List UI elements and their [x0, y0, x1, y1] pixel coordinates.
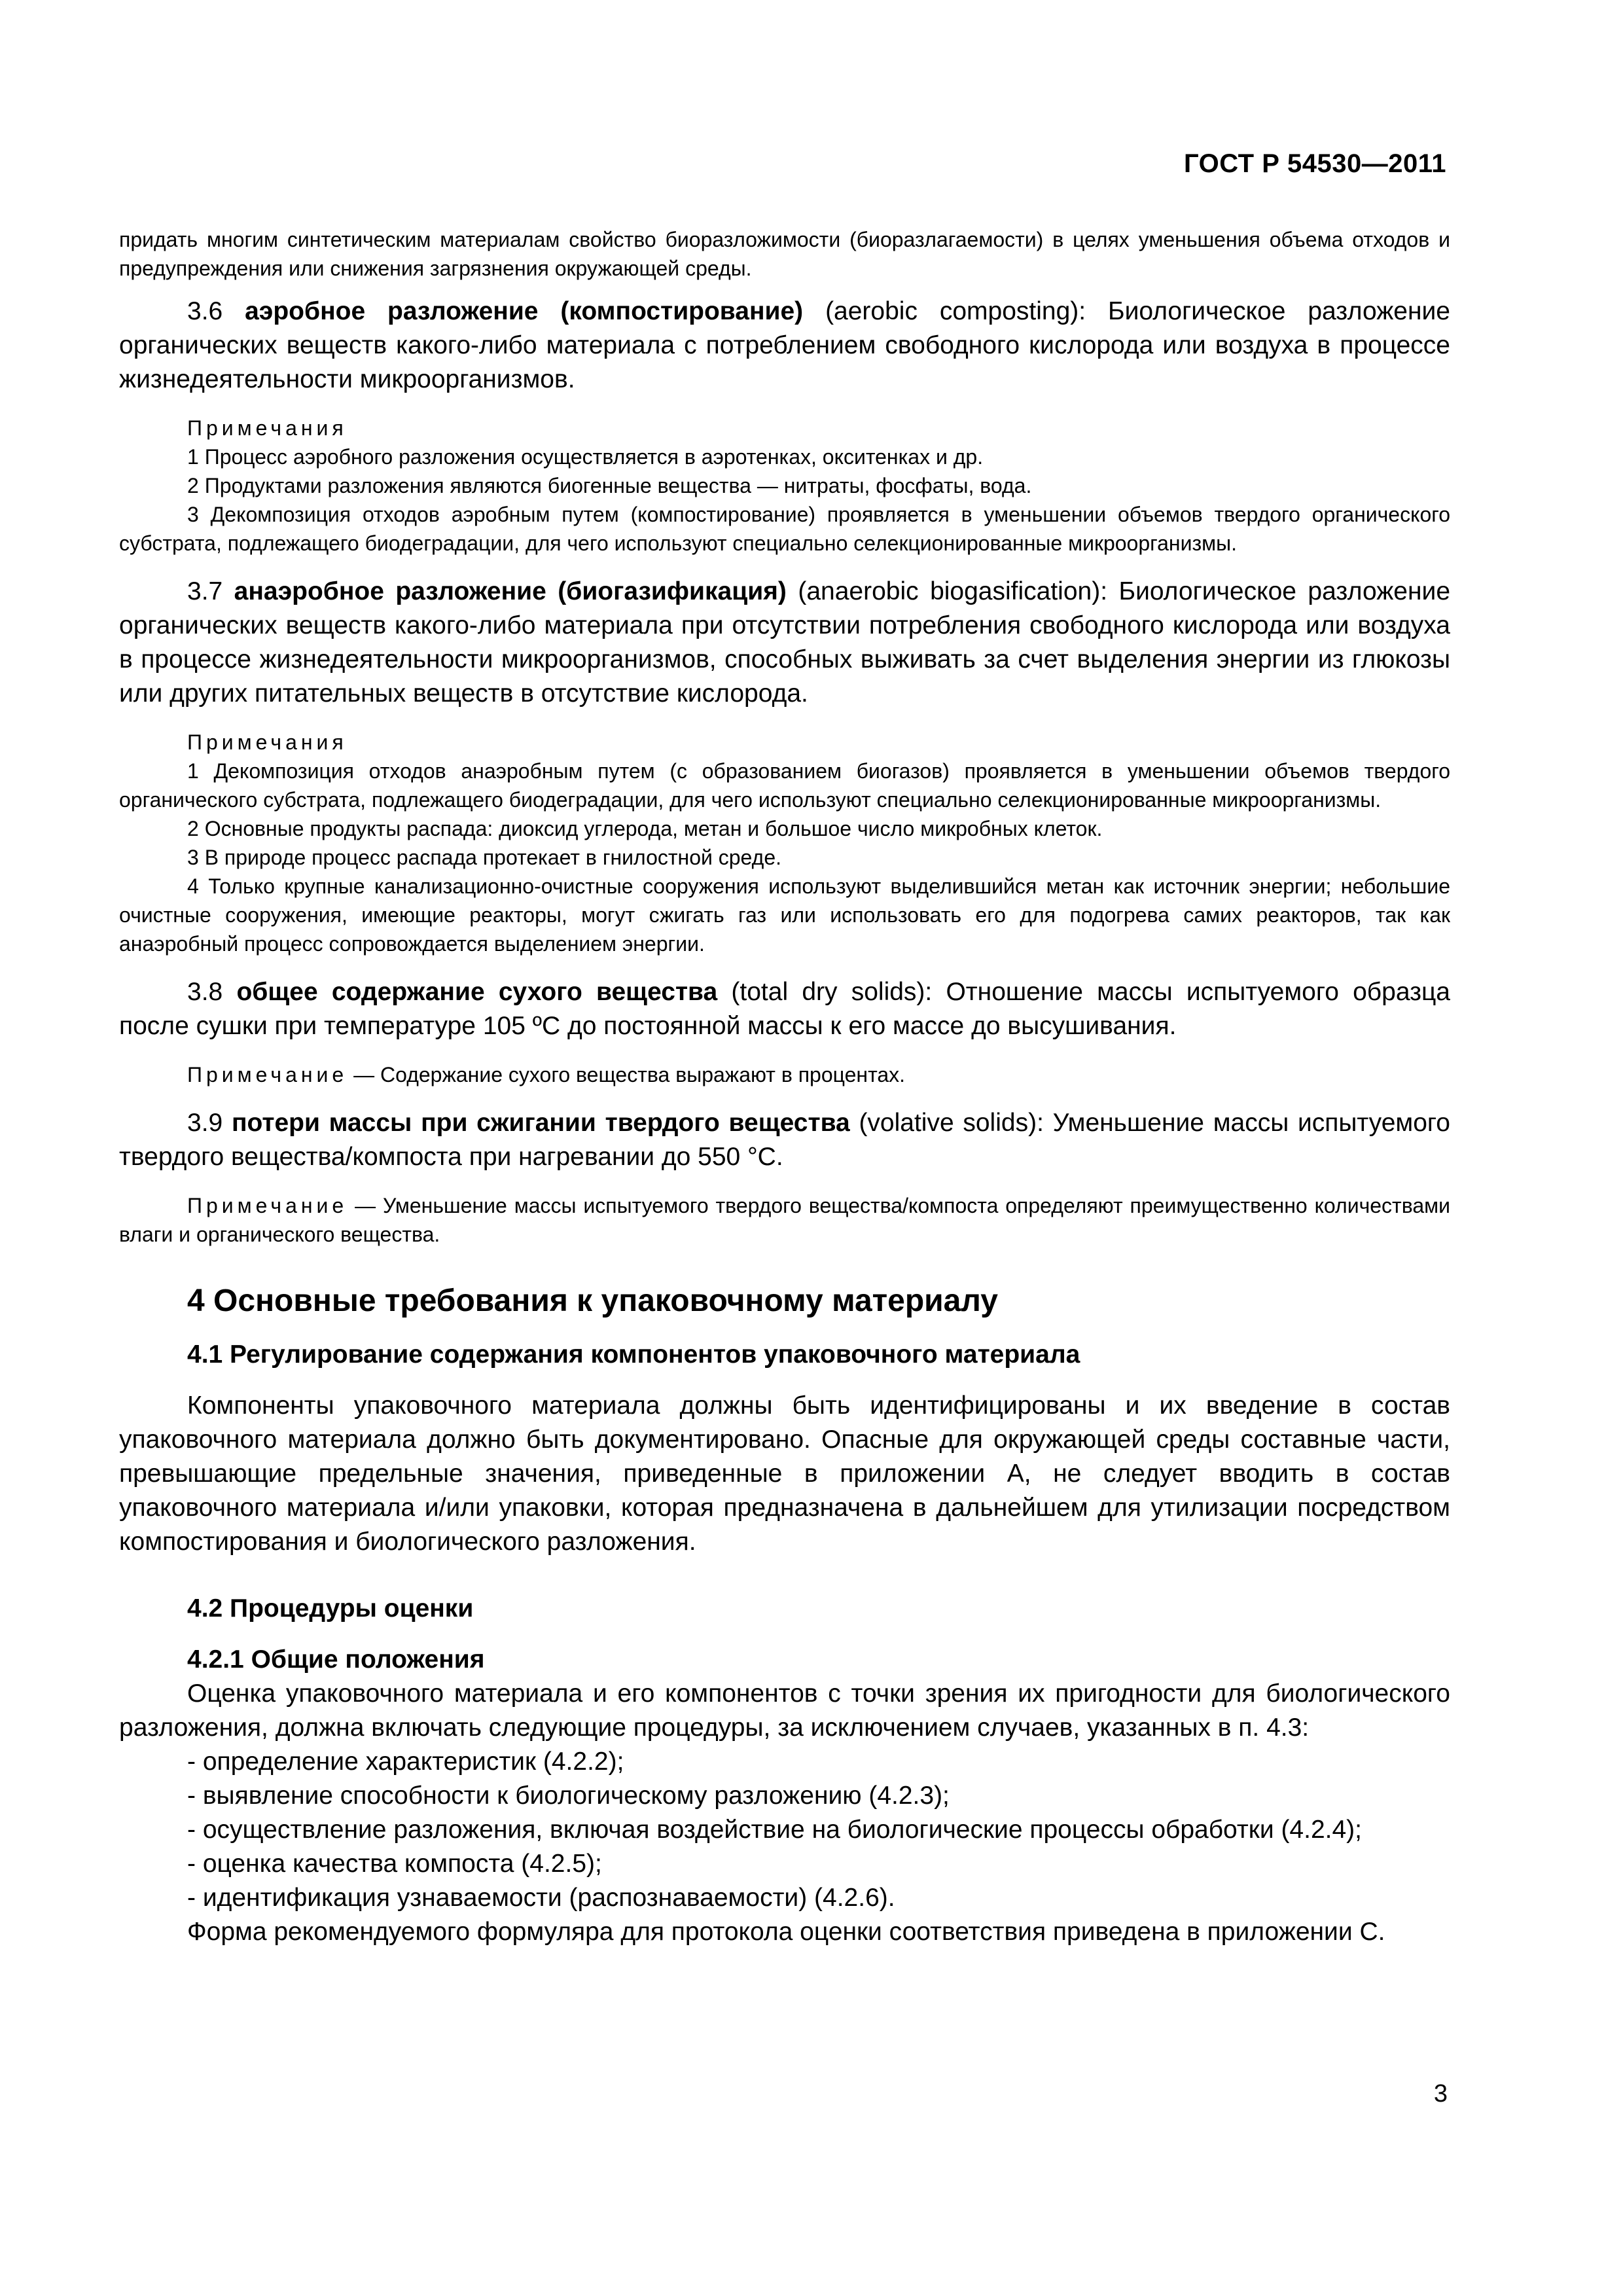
note-text: — Уменьшение массы испытуемого твердого вещества/компоста определяют преимущественно количествами влаги и органического вещества.	[119, 1194, 1451, 1246]
subsection-4-1-text: Компоненты упаковочного материала должны быть идентифицированы и их введение в состав упаковочного материала должно быть документировано. Опасные для окружающей среды составные части, превышающие предельные значения, приведенные в приложении А, не следует вводить в состав упаковочного материала и/или упаковки, которая предназначена в дальнейшем для утилизации посредством компостирования и биологического разложения.	[119, 1391, 1450, 1556]
note-item: 2 Продуктами разложения являются биогенные вещества — нитраты, фосфаты, вода.	[187, 474, 1032, 497]
term-title: аэробное разложение (компостирование)	[245, 297, 804, 325]
subsection-4-2-1-closing: Форма рекомендуемого формуляра для протокола оценки соответствия приведена в приложении С.	[187, 1918, 1385, 1946]
procedure-item: - оценка качества компоста (4.2.5);	[187, 1850, 602, 1878]
term-definition: (volative solids): Уменьшение массы испытуемого твердого вещества/компоста при нагревании до 550 °С.	[119, 1109, 1450, 1171]
standard-header: ГОСТ Р 54530—2011	[1184, 149, 1446, 178]
term-definition: (total dry solids): Отношение массы испытуемого образца после сушки при температуре 105 ºС до постоянной массы к его массе до высушивания.	[119, 978, 1450, 1040]
subsection-4-2-1-text: Оценка упаковочного материала и его компонентов с точки зрения их пригодности для биологического разложения, должна включать следующие процедуры, за исключением случаев, указанных в п. 4.3:	[119, 1679, 1450, 1742]
term-3-9	[119, 1106, 1450, 1174]
subsection-4-2-heading: 4.2 Процедуры оценки	[187, 1594, 474, 1623]
page-content	[119, 225, 1450, 1949]
term-number: 3.6	[187, 297, 223, 325]
term-number: 3.7	[187, 577, 223, 605]
subsection-4-2-1-heading: 4.2.1 Общие положения	[187, 1645, 485, 1674]
note-label: Примечание	[187, 1194, 348, 1217]
note-item: 1 Процесс аэробного разложения осуществляется в аэротенках, окситенках и др.	[187, 445, 984, 469]
note-item: 3 Декомпозиция отходов аэробным путем (компостирование) проявляется в уменьшении объемов твердого органического субстрата, подлежащего биодеградации, для чего используют специально селекционированные микроорганизмы.	[119, 503, 1450, 555]
term-number: 3.8	[187, 978, 223, 1006]
note-item: 3 В природе процесс распада протекает в гнилостной среде.	[187, 846, 781, 869]
single-note	[119, 1060, 1450, 1089]
page-number: 3	[1433, 2080, 1448, 2108]
term-3-6	[119, 295, 1450, 397]
term-number: 3.9	[187, 1109, 223, 1137]
note-item: 2 Основные продукты распада: диоксид углерода, метан и большое число микробных клеток.	[187, 817, 1103, 840]
section-4-heading: 4 Основные требования к упаковочному материалу	[187, 1283, 998, 1318]
term-3-8	[119, 975, 1450, 1043]
procedure-item: - выявление способности к биологическому разложению (4.2.3);	[187, 1782, 950, 1810]
procedure-item: - определение характеристик (4.2.2);	[187, 1748, 624, 1776]
single-note	[119, 1191, 1450, 1249]
notes-title: Примечания	[187, 416, 348, 440]
notes-title: Примечания	[187, 730, 348, 754]
term-title: анаэробное разложение (биогазификация)	[234, 577, 787, 605]
note-text: — Содержание сухого вещества выражают в процентах.	[353, 1063, 906, 1086]
procedure-item: - идентификация узнаваемости (распознаваемости) (4.2.6).	[187, 1884, 895, 1912]
subsection-4-1-heading: 4.1 Регулирование содержания компонентов упаковочного материала	[187, 1340, 1080, 1369]
term-definition: (aerobic composting): Биологическое разложение органических веществ какого-либо материала с потреблением свободного кислорода или воздуха в процессе жизнедеятельности микроорганизмов.	[119, 297, 1450, 393]
term-title: общее содержание сухого вещества	[236, 978, 718, 1006]
term-definition: (anaerobic biogasification): Биологическое разложение органических веществ какого-либо материала при отсутствии потребления свободного кислорода или воздуха в процессе жизнедеятельности микроорганизмов, способных выживать за счет выделения энергии из глюкозы или других питательных веществ в отсутствие кислорода.	[119, 577, 1451, 708]
note-item: 1 Декомпозиция отходов анаэробным путем (с образованием биогазов) проявляется в уменьшении объемов твердого органического субстрата, подлежащего биодеградации, для чего используют специально селекционированные микроорганизмы.	[119, 759, 1450, 812]
intro-fragment: придать многим синтетическим материалам свойство биоразложимости (биоразлагаемости) в целях уменьшения объема отходов и предупреждения или снижения загрязнения окружающей среды.	[119, 228, 1450, 280]
note-item: 4 Только крупные канализационно-очистные сооружения используют выделившийся метан как источник энергии; небольшие очистные сооружения, имеющие реакторы, могут сжигать газ или использовать его для подогрева самих реакторов, так как анаэробный процесс сопровождается выделением энергии.	[119, 874, 1450, 956]
procedure-item: - осуществление разложения, включая воздействие на биологические процессы обработки (4.2.4);	[187, 1816, 1362, 1844]
note-label: Примечание	[187, 1063, 348, 1086]
term-title: потери массы при сжигании твердого вещества	[231, 1109, 850, 1137]
term-3-7	[119, 575, 1450, 711]
